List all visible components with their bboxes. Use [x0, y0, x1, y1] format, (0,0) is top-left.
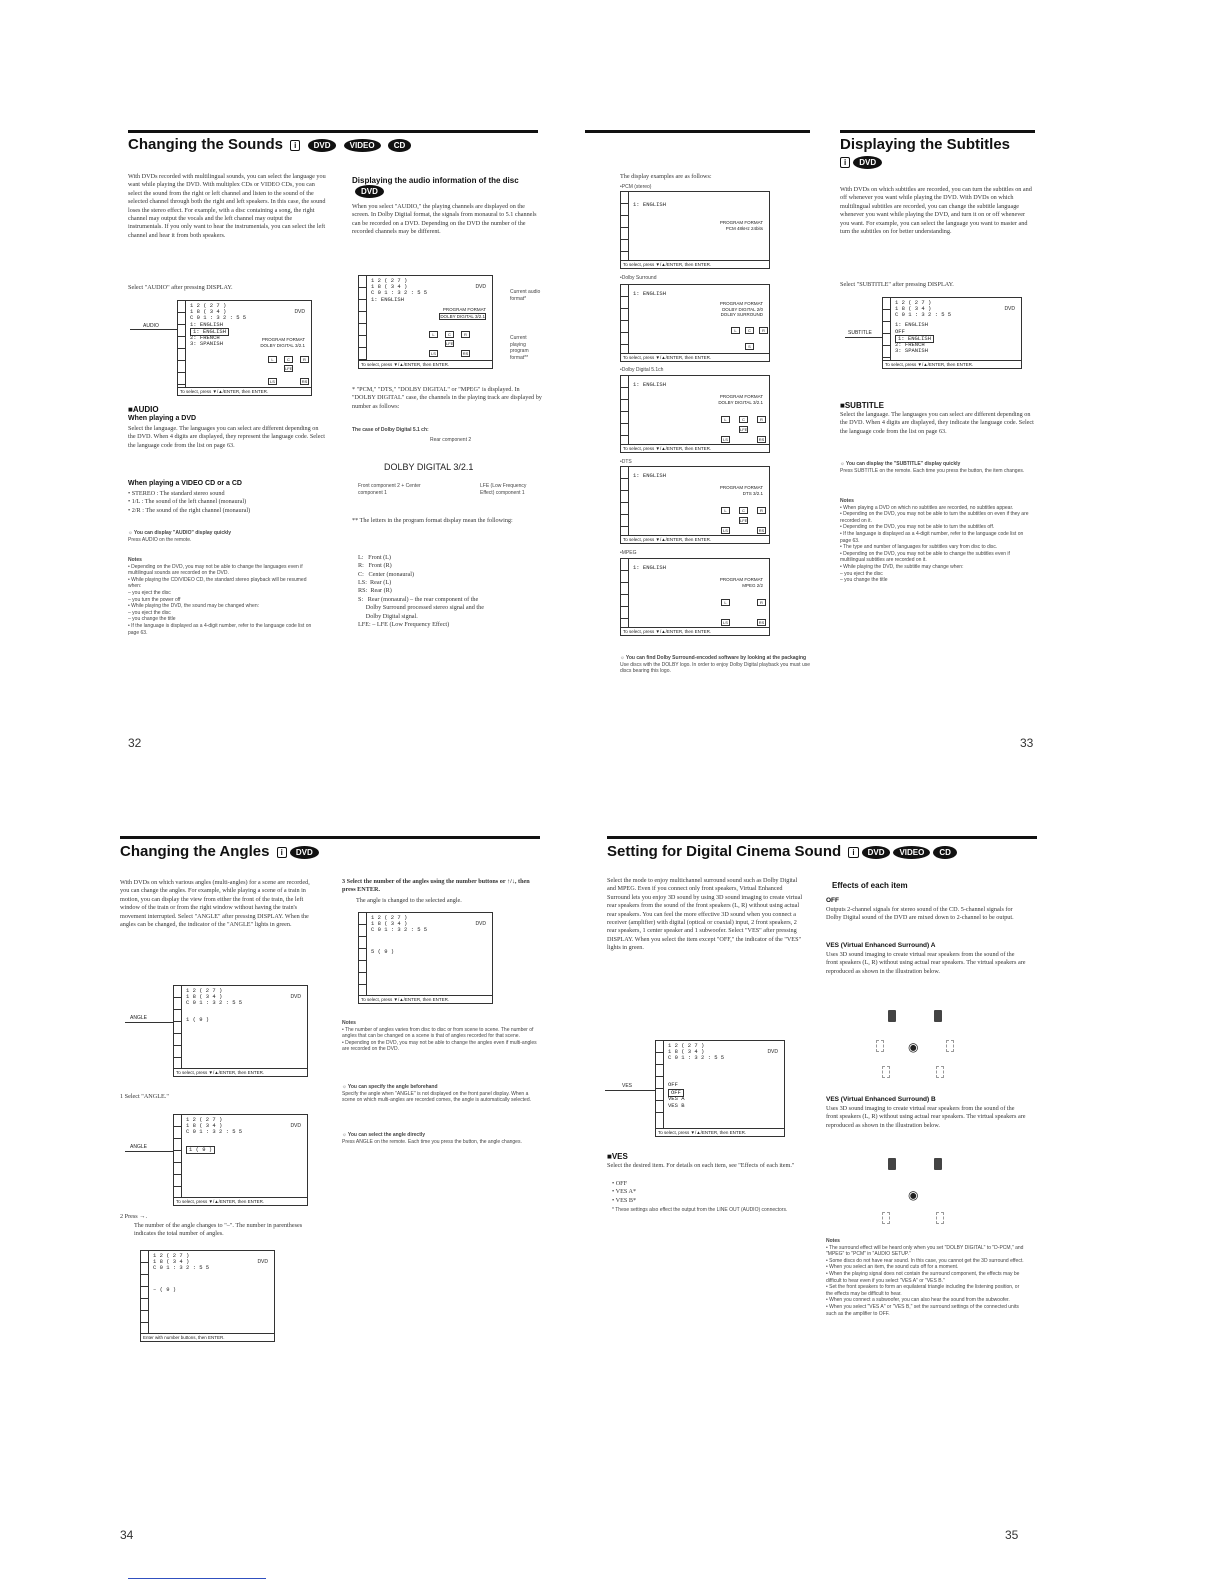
callout-current-format: Current audio format*: [510, 289, 541, 302]
speaker-icon: [888, 1010, 896, 1022]
ves-star-note: * These settings also effect the output from the LINE OUT (AUDIO) connectors.: [612, 1207, 788, 1213]
virtual-speaker-icon: [936, 1066, 944, 1078]
cinema-notes: Notes • The surround effect will be heard only when you set "DOLBY DIGITAL" to "D-PCM," and "MPEG" to "PCM" in "AUDIO SETUP." • Some discs do not have rear sound. In this case, you cannot get the 3D surround effect. • When you select an item, the sound cuts off for a moment. • When the playing signal does not contain the surround component, the effects may be difficult to hear even if you select "VES A" or "VES B." • Set the front speakers to form an equilateral triangle including the listening position, or the effects may be difficult to hear. • When you connect a subwoofer, you can also hear the sound from the subwoofer. • When you select "VES A" or "VES B," set the surround settings of the connected units such as the amplifier to OFF.: [826, 1238, 1024, 1317]
example-label: •MPEG: [620, 550, 637, 556]
virtual-speaker-icon: [936, 1212, 944, 1224]
example-label: •Dolby Surround: [620, 275, 657, 281]
page-number-34: 34: [120, 1528, 134, 1542]
virtual-speaker-icon: [882, 1066, 890, 1078]
lfe-component: LFE (Low Frequency Effect) component 1: [480, 483, 527, 496]
angle-osd-2: 1 2 ( 2 7 ) 1 8 ( 3 4 ) C 0 1 : 3 2 : 5 5 1 ( 9 ) DVD To select, press ▼/▲/ENTER, then ENTER.: [173, 1114, 308, 1206]
rear-component: Rear component 2: [430, 437, 472, 443]
example-label: •PCM (stereo): [620, 184, 652, 190]
off-title: OFF: [826, 897, 839, 904]
osd-side-label: ANGLE: [130, 1015, 147, 1021]
off-body: Outputs 2-channel signals for stereo sound of the CD. 5-channel signals for Dolby Digital sound of the DVD are mixed down to 2-channel to be output.: [826, 906, 1014, 922]
ves-osd: 1 2 ( 2 7 ) 1 8 ( 3 4 ) C 0 1 : 3 2 : 5 5 OFF OFF VES A VES B DVD To select, press ▼/▲/ENTER, then ENTER.: [655, 1040, 785, 1137]
vesb-title: VES (Virtual Enhanced Surround) B: [826, 1096, 936, 1103]
subtitles-title: Displaying the Subtitles i DVD: [840, 136, 1011, 167]
example-osd-dolby-surround: 1: ENGLISH PROGRAM FORMAT DOLBY DIGITAL 2/0 DOLBY SURROUND L C R S To select, press ▼/▲/ENTER, then ENTER.: [620, 284, 770, 362]
ves-section-title: ■VES: [607, 1152, 628, 1161]
dolby-tip: ☼ You can find Dolby Surround-encoded software by looking at the packaging Use discs with the DOLBY logo. In order to enjoy Dolby Digital playback you must use discs bearing this logo.: [620, 655, 810, 675]
angle-tip-1: ☼ You can specify the angle beforehand Specify the angle when "ANGLE" is not displayed on the front panel display. When a scene on which multi-angles are recorded comes, the angle is automatically selected.: [342, 1084, 531, 1104]
audio-notes: Notes • Depending on the DVD, you may not be able to change the languages even if multilingual sounds are recorded on the DVD. • While playing the CD/VIDEO CD, the standard stereo playback will be resumed when: – you eject the disc – you turn the power off • While playing the DVD, the sound may be changed when: – you eject the disc – you change the title • If the language is displayed as a 4-digit number, refer to the language code list on page 63.: [128, 557, 312, 636]
format-note: * "PCM," "DTS," "DOLBY DIGITAL" or "MPEG" is displayed. In "DOLBY DIGITAL" case, the channels in the playing track are displayed by number as follows:: [352, 386, 542, 410]
example-label: •DTS: [620, 459, 632, 465]
audio-info-title: Displaying the audio information of the disc DVD: [352, 176, 519, 196]
subtitle-section-body: Select the language. The languages you can select are different depending on the DVD. When 4 digits are displayed, they indicate the language code. Select the language code from the list on page 63.: [840, 411, 1034, 435]
subtitles-select: Select "SUBTITLE" after pressing DISPLAY.: [840, 281, 954, 288]
ves-section-body: Select the desired item. For details on each item, see "Effects of each item.": [607, 1162, 795, 1169]
example-label: •Dolby Digital 5.1ch: [620, 367, 664, 373]
audio-info-osd: 1 2 ( 2 7 ) 1 8 ( 3 4 ) C 0 1 : 3 2 : 5 5 1: ENGLISH DVD PROGRAM FORMAT DOLBY DIGITAL 3/2.1 L C R LFE LS RS To select, press ▼/▲/ENTER, then ENTER.: [358, 275, 493, 369]
osd-side-label: SUBTITLE: [848, 330, 872, 336]
audio-osd: 1 2 ( 2 7 ) 1 8 ( 3 4 ) C 0 1 : 3 2 : 5 5 1: ENGLISH 1: ENGLISH 2: FRENCH 3: SPANISH DVD PROGRAM FORMAT DOLBY DIGITAL 3/2.1 L C R LFE LS RS To select, press ▼/▲/ENTER, then ENTER.: [177, 300, 312, 396]
angle-osd-1: 1 2 ( 2 7 ) 1 8 ( 3 4 ) C 0 1 : 3 2 : 5 5 1 ( 9 ) DVD To select, press ▼/▲/ENTER, then ENTER.: [173, 985, 308, 1077]
subtitle-tip: ☼ You can display the "SUBTITLE" display quickly Press SUBTITLE on the remote. Each time you press the button, the item changes.: [840, 461, 1025, 474]
example-osd-dd51: 1: ENGLISH PROGRAM FORMAT DOLBY DIGITAL 3/2.1 L C R LFE LS RS To select, press ▼/▲/ENTER, then ENTER.: [620, 375, 770, 453]
page-number-35: 35: [1005, 1528, 1019, 1542]
virtual-speaker-icon: [876, 1040, 884, 1052]
letters-legend: L: Front (L) R: Front (R) C: Center (monaural) LS: Rear (L) RS: Rear (R) S: Rear (monaural) – the rear component of the Dolby Surround processed stereo signal and the Dolby Digital signal. LFE: – LFE (Low Frequency Effect): [358, 553, 484, 629]
vesb-body: Uses 3D sound imaging to create virtual rear speakers from the sound of the front speakers (L, R) without using actual rear speakers. The virtual speakers are reproduced as shown in the illustration below.: [826, 1105, 1026, 1129]
audio-section-title: ■AUDIO: [128, 405, 159, 414]
examples-intro: The display examples are as follows:: [620, 173, 712, 180]
audio-vcd-list: • STEREO : The standard stereo sound • 1/L : The sound of the left channel (monaural) • 2/R : The sound of the right channel (monaural): [128, 490, 251, 514]
audio-dvd-subtitle: When playing a DVD: [128, 415, 197, 422]
footer-link-line: [128, 1578, 266, 1579]
page-34-title: Changing the Angles i DVD: [120, 843, 319, 860]
cinema-body: Select the mode to enjoy multichannel surround sound such as Dolby Digital and MPEG. Even if you connect only front speakers, Virtual Enhanced Surround lets you enjoy 3D sound by using 3D sound imaging to create virtual rear speakers from the sound of the front speakers (L, R) without using actual rear speakers. You can feel the more effective 3D sound when you connect a receiver (amplifier) with digital (optical or coaxial) input, 2 front speakers, 2 rear speakers, 1 center speaker and 1 subwoofer. Select "VES" after pressing DISPLAY. When you select the item except "OFF," the indicator of the "VES" lights in green.: [607, 877, 803, 952]
ves-items: • OFF • VES A* • VES B*: [612, 1180, 637, 1204]
virtual-speaker-icon: [946, 1040, 954, 1052]
audio-dvd-body: Select the language. The languages you can select are different depending on the DVD. When 4 digits are displayed, they represent the language code. Select the language code from the list on page 63.: [128, 425, 325, 449]
audio-vcd-subtitle: When playing a VIDEO CD or a CD: [128, 480, 242, 487]
angle-notes: Notes • The number of angles varies from disc to disc or from scene to scene. The number of angles that can be changed on a scene is that of angles recorded for that scene. • Depending on the DVD, you may not be able to change the angles even if multi-angles are recorded on the DVD.: [342, 1020, 537, 1053]
angle-step-3: 3 Select the number of the angles using the number buttons or ↑/↓, then press ENTER.: [342, 878, 530, 894]
listener-icon: ◉: [908, 1040, 919, 1054]
angles-body: With DVDs on which various angles (multi-angles) for a scene are recorded, you can change the angles. For example, while playing a scene of a train in motion, you can display the view from either the front of the train, the left window of the train or from the right window without having the train's movement interrupted. Select "ANGLE" after pressing DISPLAY. When the angles can be changed, the indicator of the "ANGLE" lights in green.: [120, 879, 310, 929]
angle-step-2-body: The number of the angle changes to "–". The number in parentheses indicates the total number of angles.: [134, 1222, 303, 1238]
dd-case-title: The case of Dolby Digital 5.1 ch:: [352, 427, 429, 433]
virtual-speaker-icon: [882, 1212, 890, 1224]
example-osd-pcm: 1: ENGLISH PROGRAM FORMAT PCM 48kHz 24bits To select, press ▼/▲/ENTER, then ENTER.: [620, 191, 770, 269]
cd-badge: CD: [388, 139, 412, 152]
subtitle-notes: Notes • When playing a DVD on which no subtitles are recorded, no subtitles appear. • Depending on the DVD, you may not be able to turn the subtitles on even if they are recorded on it. • Depending on the DVD, you may not be able to turn the subtitles off. • If the language is displayed as a 4-digit number, refer to the language code list on page 63. • The type and number of languages for subtitles vary from disc to disc. • Depending on the DVD, you may not be able to change the subtitles even if multilingual subtitles are recorded on it. • While playing the DVD, the subtitle may change when: – you eject the disc – you change the title: [840, 498, 1029, 584]
page-number-32: 32: [128, 736, 142, 750]
angle-step-3-body: The angle is changed to the selected angle.: [356, 897, 462, 904]
letters-note: ** The letters in the program format display mean the following:: [352, 517, 513, 524]
listener-icon: ◉: [908, 1188, 919, 1202]
angle-osd-4: 1 2 ( 2 7 ) 1 8 ( 3 4 ) C 0 1 : 3 2 : 5 5 5 ( 9 ) DVD To select, press ▼/▲/ENTER, then ENTER.: [358, 912, 493, 1004]
speaker-icon: [934, 1158, 942, 1170]
angle-step-2: 2 Press →.: [120, 1213, 147, 1220]
osd-side-label: VES: [622, 1083, 633, 1089]
speaker-icon: [934, 1010, 942, 1022]
page-number-33: 33: [1020, 736, 1034, 750]
audio-tip: ☼ You can display "AUDIO" display quickly Press AUDIO on the remote.: [128, 530, 232, 543]
dd-format-label: DOLBY DIGITAL 3/2.1: [384, 462, 474, 472]
angle-step-1: 1 Select "ANGLE.": [120, 1093, 169, 1100]
osd-side-label: AUDIO: [143, 323, 159, 329]
osd-side-label: ANGLE: [130, 1144, 147, 1150]
example-osd-mpeg: 1: ENGLISH PROGRAM FORMAT MPEG 2/2 L R LS RS To select, press ▼/▲/ENTER, then ENTER.: [620, 558, 770, 636]
p32-select: Select "AUDIO" after pressing DISPLAY.: [128, 284, 233, 291]
page-35-title: Setting for Digital Cinema Sound i DVD VIDEO CD: [607, 843, 957, 860]
vesa-body: Uses 3D sound imaging to create virtual rear speakers from the sound of the front speakers (L, R) without using actual rear speakers. The virtual speakers are reproduced as shown in the illustration below.: [826, 951, 1026, 975]
video-cd-badge: VIDEO: [344, 139, 381, 152]
angle-osd-3: 1 2 ( 2 7 ) 1 8 ( 3 4 ) C 0 1 : 3 2 : 5 5 – ( 9 ) DVD Enter with number buttons, then ENTER.: [140, 1250, 275, 1342]
page-32-title: Changing the Sounds i DVD VIDEO CD: [128, 136, 411, 153]
dvd-badge: DVD: [308, 139, 337, 152]
vesa-title: VES (Virtual Enhanced Surround) A: [826, 942, 936, 949]
p32-body: With DVDs recorded with multilingual sounds, you can select the language you want while playing the DVD. With multiplex CDs or VIDEO CDs, you can select the sound from the right or left channel and listen to the sound of the selected channel through both the right and left speakers. In this case, the sound loses the stereo effect. For example, with a disc containing a song, the right channel may output the vocals and the left channel may output the instrumentals. If you only want to hear the instrumentals, you can select the left channel and hear it from both speakers.: [128, 173, 326, 239]
example-osd-dts: 1: ENGLISH PROGRAM FORMAT DTS 3/2.1 L C R LFE LS RS To select, press ▼/▲/ENTER, then ENTER.: [620, 466, 770, 544]
effects-title: Effects of each item: [832, 881, 908, 890]
subtitle-section-title: ■SUBTITLE: [840, 401, 884, 410]
callout-playing-format: Current playing program format**: [510, 335, 529, 361]
speaker-icon: [888, 1158, 896, 1170]
angle-tip-2: ☼ You can select the angle directly Press ANGLE on the remote. Each time you press the button, the angle changes.: [342, 1132, 522, 1145]
audio-info-body: When you select "AUDIO," the playing channels are displayed on the screen. In Dolby Digital format, the signals from monaural to 5.1 channels can be recorded on a DVD. Depending on the DVD the number of the recorded channels may be different.: [352, 203, 537, 236]
tip-icon: ☼: [128, 530, 134, 536]
front-component: Front component 2 + Center component 1: [358, 483, 421, 496]
subtitles-body: With DVDs on which subtitles are recorded, you can turn the subtitles on and off whenever you want while playing the DVD. With DVDs on which multilingual subtitles are recorded, you can change the subtitle language whenever you want while playing the DVD, and turn it on or off whenever you want. For example, you can select the language you want to master and turn the subtitles on for better understanding.: [840, 186, 1032, 236]
info-icon: i: [290, 140, 300, 151]
subtitle-osd: 1 2 ( 2 7 ) 1 8 ( 3 4 ) C 0 1 : 3 2 : 5 5 1: ENGLISH OFF 1: ENGLISH 2: FRENCH 3: SPANISH DVD To select, press ▼/▲/ENTER, then ENTER.: [882, 297, 1022, 369]
